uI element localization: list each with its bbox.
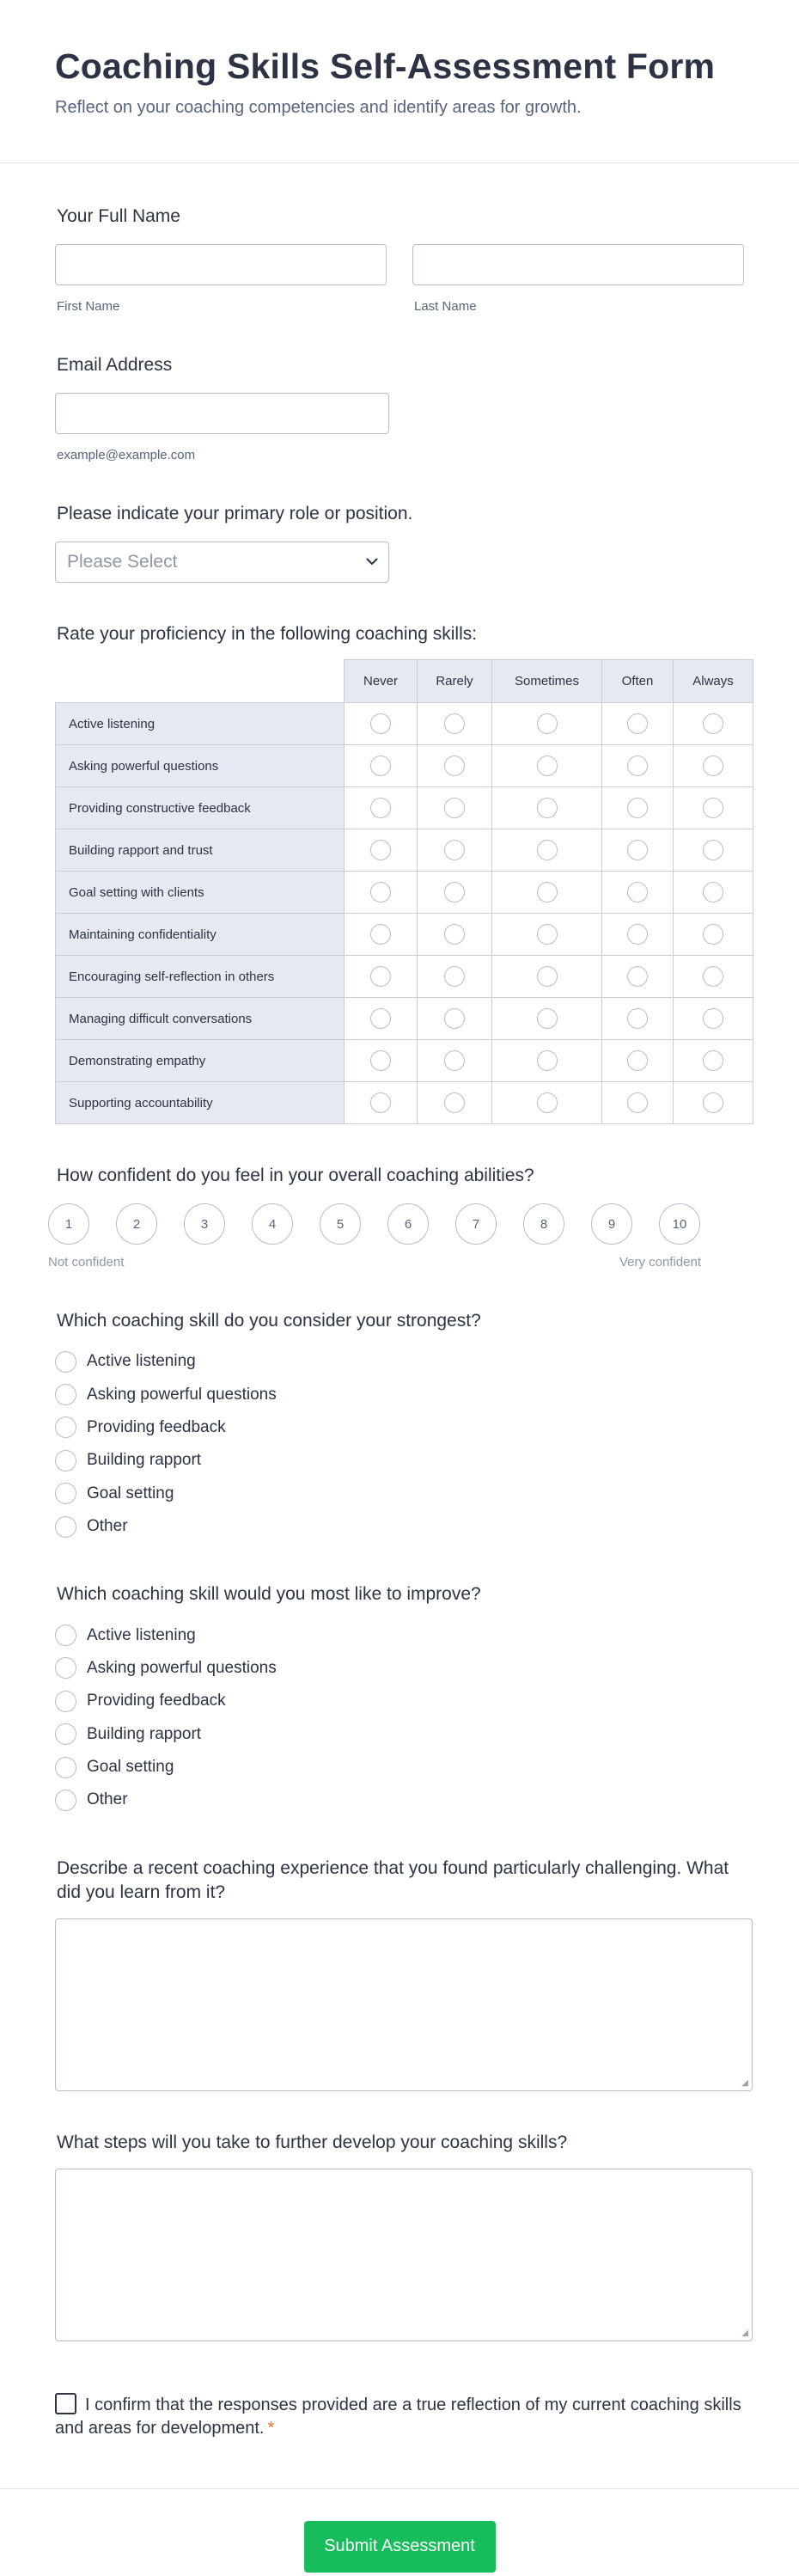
scale-option-2[interactable]: 2 [116,1203,157,1245]
submit-button[interactable]: Submit Assessment [304,2521,496,2573]
matrix-radio[interactable] [444,882,465,903]
matrix-row-label: Maintaining confidentiality [56,914,345,956]
radio-option-label: Asking powerful questions [87,1385,277,1404]
matrix-radio[interactable] [703,840,723,860]
radio-button[interactable] [55,1790,76,1811]
matrix-cell [602,872,674,914]
radio-option[interactable] [55,1478,744,1510]
matrix-cell [345,703,418,745]
matrix-cell [418,829,492,872]
matrix-radio[interactable] [627,840,648,860]
matrix-section [55,583,744,1124]
matrix-radio[interactable] [703,713,723,734]
scale-option-7[interactable]: 7 [455,1203,497,1245]
matrix-row-label: Goal setting with clients [56,872,345,914]
radio-button[interactable] [55,1483,76,1504]
radio-option[interactable] [55,1345,744,1378]
matrix-radio[interactable] [703,1008,723,1029]
matrix-cell [418,1040,492,1082]
matrix-label: Rate your proficiency in the following coaching skills: [57,624,478,644]
last-name-sublabel: Last Name [414,299,477,314]
matrix-cell [418,1082,492,1124]
first-name-sublabel: First Name [57,299,120,314]
challenge-textarea[interactable] [55,1918,753,2091]
matrix-radio[interactable] [627,1092,648,1113]
improve-skill-section [55,1543,744,1816]
matrix-radio[interactable] [370,756,391,776]
matrix-radio[interactable] [444,966,465,987]
matrix-radio[interactable] [627,882,648,903]
confirm-checkbox[interactable] [55,2393,76,2414]
matrix-radio[interactable] [627,798,648,818]
challenge-label: Describe a recent coaching experience that you found particularly challenging. What did you learn from it? [57,1857,729,1902]
radio-button[interactable] [55,1450,76,1472]
email-section [55,314,744,462]
matrix-radio[interactable] [444,1050,465,1071]
matrix-cell [674,956,753,998]
scale-option-3[interactable]: 3 [184,1203,225,1245]
matrix-row [56,872,753,914]
matrix-cell [418,914,492,956]
matrix-radio[interactable] [703,1092,723,1113]
radio-option-label: Providing feedback [87,1692,226,1710]
chevron-down-icon [366,554,378,570]
scale-option-1[interactable]: 1 [48,1203,89,1245]
matrix-cell [418,703,492,745]
radio-option[interactable] [55,1510,744,1543]
matrix-radio[interactable] [444,756,465,776]
matrix-cell [674,998,753,1040]
scale-option-6[interactable]: 6 [387,1203,429,1245]
full-name-section [55,163,744,314]
resize-grip-icon[interactable]: ◢ [741,2328,748,2338]
matrix-radio[interactable] [444,1008,465,1029]
radio-option-label: Goal setting [87,1758,174,1777]
matrix-cell [602,745,674,787]
scale-option-9[interactable]: 9 [591,1203,632,1245]
radio-option[interactable] [55,1685,744,1717]
matrix-radio[interactable] [370,840,391,860]
matrix-radio[interactable] [703,882,723,903]
radio-button[interactable] [55,1691,76,1712]
email-input[interactable] [55,393,389,434]
matrix-radio[interactable] [370,882,391,903]
matrix-row-label: Asking powerful questions [56,745,345,787]
last-name-input[interactable] [412,244,744,285]
matrix-radio[interactable] [537,966,558,987]
matrix-radio[interactable] [537,924,558,945]
matrix-row [56,998,753,1040]
matrix-radio[interactable] [627,924,648,945]
matrix-cell [602,1082,674,1124]
page-title: Coaching Skills Self-Assessment Form [55,46,716,86]
radio-button[interactable] [55,1723,76,1745]
matrix-cell [418,787,492,829]
confidence-scale [48,1203,744,1245]
matrix-cell [492,787,602,829]
improve-skill-label: Which coaching skill would you most like to improve? [57,1584,481,1605]
matrix-cell [418,872,492,914]
radio-button[interactable] [55,1384,76,1405]
matrix-row [56,745,753,787]
radio-option[interactable] [55,1751,744,1784]
radio-option[interactable] [55,1378,744,1410]
matrix-radio[interactable] [703,798,723,818]
matrix-row [56,1040,753,1082]
matrix-cell [674,787,753,829]
matrix-radio[interactable] [537,713,558,734]
matrix-cell [602,956,674,998]
confirm-section [55,2341,744,2440]
scale-option-5[interactable]: 5 [320,1203,361,1245]
matrix-radio[interactable] [627,966,648,987]
matrix-radio[interactable] [537,1092,558,1113]
confirm-text: I confirm that the responses provided are a true reflection of my current coaching skills and areas for development. [55,2395,741,2438]
matrix-cell [492,956,602,998]
steps-textarea[interactable] [55,2169,753,2341]
matrix-column-header: Rarely [418,660,492,703]
radio-option-label: Other [87,1790,128,1809]
matrix-cell [674,829,753,872]
matrix-radio[interactable] [703,756,723,776]
radio-button[interactable] [55,1757,76,1778]
form-footer [0,2488,799,2573]
matrix-cell [602,703,674,745]
improve-skill-options [55,1618,744,1816]
matrix-cell [492,829,602,872]
matrix-row-label: Active listening [56,703,345,745]
matrix-cell [674,703,753,745]
matrix-radio[interactable] [444,798,465,818]
matrix-column-header: Never [345,660,418,703]
scale-option-4[interactable]: 4 [252,1203,293,1245]
radio-option[interactable] [55,1718,744,1751]
matrix-row [56,1082,753,1124]
matrix-cell [345,1040,418,1082]
matrix-radio[interactable] [537,840,558,860]
email-label: Email Address [57,355,173,375]
matrix-cell [674,872,753,914]
matrix-radio[interactable] [627,1008,648,1029]
matrix-cell [345,787,418,829]
matrix-cell [492,914,602,956]
radio-option-label: Other [87,1517,128,1536]
radio-option-label: Active listening [87,1352,196,1371]
page-subtitle: Reflect on your coaching competencies and identify areas for growth. [55,98,582,117]
strongest-skill-options [55,1345,744,1543]
first-name-input[interactable] [55,244,387,285]
matrix-cell [418,998,492,1040]
radio-option-label: Active listening [87,1625,196,1644]
radio-option-label: Building rapport [87,1724,202,1743]
radio-option[interactable] [55,1411,744,1444]
matrix-column-header: Often [602,660,674,703]
matrix-row-label: Encouraging self-reflection in others [56,956,345,998]
scale-option-10[interactable]: 10 [659,1203,700,1245]
matrix-radio[interactable] [370,924,391,945]
radio-option-label: Providing feedback [87,1417,226,1436]
matrix-radio[interactable] [444,840,465,860]
matrix-row-label: Building rapport and trust [56,829,345,872]
matrix-cell [674,914,753,956]
matrix-radio[interactable] [444,1092,465,1113]
matrix-cell [492,872,602,914]
matrix-cell [492,745,602,787]
resize-grip-icon[interactable]: ◢ [741,2077,748,2088]
radio-option-label: Asking powerful questions [87,1658,277,1677]
matrix-cell [674,1040,753,1082]
matrix-row [56,829,753,872]
matrix-cell [345,872,418,914]
role-dropdown[interactable] [55,542,389,583]
matrix-radio[interactable] [444,924,465,945]
matrix-row-label: Managing difficult conversations [56,998,345,1040]
role-label: Please indicate your primary role or position. [57,504,413,523]
matrix-radio[interactable] [370,798,391,818]
matrix-row-label: Demonstrating empathy [56,1040,345,1082]
challenge-section [55,1817,748,2091]
steps-label: What steps will you take to further develop your coaching skills? [57,2132,568,2152]
matrix-cell [674,1082,753,1124]
matrix-radio[interactable] [537,1008,558,1029]
radio-button[interactable] [55,1657,76,1679]
radio-button[interactable] [55,1351,76,1373]
radio-option[interactable] [55,1784,744,1816]
matrix-radio[interactable] [537,882,558,903]
matrix-radio[interactable] [627,756,648,776]
matrix-radio[interactable] [370,1050,391,1071]
matrix-column-header: Always [674,660,753,703]
form-body [0,163,799,2440]
radio-option[interactable] [55,1652,744,1685]
scale-option-8[interactable]: 8 [523,1203,564,1245]
matrix-radio[interactable] [703,966,723,987]
matrix-cell [345,956,418,998]
matrix-radio[interactable] [537,1050,558,1071]
proficiency-matrix [55,659,753,1124]
email-sublabel: example@example.com [57,448,196,462]
matrix-corner [56,660,345,703]
matrix-cell [345,914,418,956]
matrix-row-label: Providing constructive feedback [56,787,345,829]
matrix-radio[interactable] [627,713,648,734]
matrix-cell [602,787,674,829]
matrix-cell [345,1082,418,1124]
matrix-cell [492,1040,602,1082]
matrix-radio[interactable] [370,1092,391,1113]
confidence-label: How confident do you feel in your overall coaching abilities? [57,1166,534,1185]
matrix-cell [602,998,674,1040]
matrix-radio[interactable] [703,924,723,945]
matrix-cell [602,1040,674,1082]
matrix-radio[interactable] [537,756,558,776]
matrix-cell [345,745,418,787]
required-mark: * [267,2418,275,2438]
scale-low-label: Not confident [48,1255,125,1270]
scale-high-label: Very confident [619,1255,701,1270]
strongest-skill-section [55,1270,744,1543]
full-name-label: Your Full Name [57,206,180,226]
radio-button[interactable] [55,1625,76,1646]
role-section [55,462,744,583]
matrix-radio[interactable] [627,1050,648,1071]
radio-button[interactable] [55,1416,76,1438]
matrix-cell [602,914,674,956]
matrix-cell [492,703,602,745]
matrix-radio[interactable] [444,713,465,734]
matrix-radio[interactable] [703,1050,723,1071]
matrix-radio[interactable] [537,798,558,818]
matrix-cell [418,745,492,787]
matrix-row [56,787,753,829]
role-placeholder: Please Select [67,552,178,572]
matrix-column-header: Sometimes [492,660,602,703]
matrix-cell [674,745,753,787]
matrix-radio[interactable] [370,966,391,987]
matrix-cell [602,829,674,872]
matrix-row [56,914,753,956]
radio-option[interactable] [55,1618,744,1651]
confidence-section [48,1124,744,1270]
matrix-radio[interactable] [370,713,391,734]
matrix-cell [345,829,418,872]
steps-section [55,2091,748,2341]
matrix-cell [345,998,418,1040]
radio-option-label: Goal setting [87,1484,174,1502]
radio-option[interactable] [55,1444,744,1477]
matrix-row [56,956,753,998]
radio-button[interactable] [55,1516,76,1538]
matrix-row-label: Supporting accountability [56,1082,345,1124]
form-header [0,0,799,163]
radio-option-label: Building rapport [87,1451,202,1470]
matrix-cell [492,998,602,1040]
matrix-row [56,703,753,745]
matrix-cell [418,956,492,998]
matrix-radio[interactable] [370,1008,391,1029]
matrix-cell [492,1082,602,1124]
strongest-skill-label: Which coaching skill do you consider your strongest? [57,1311,481,1331]
